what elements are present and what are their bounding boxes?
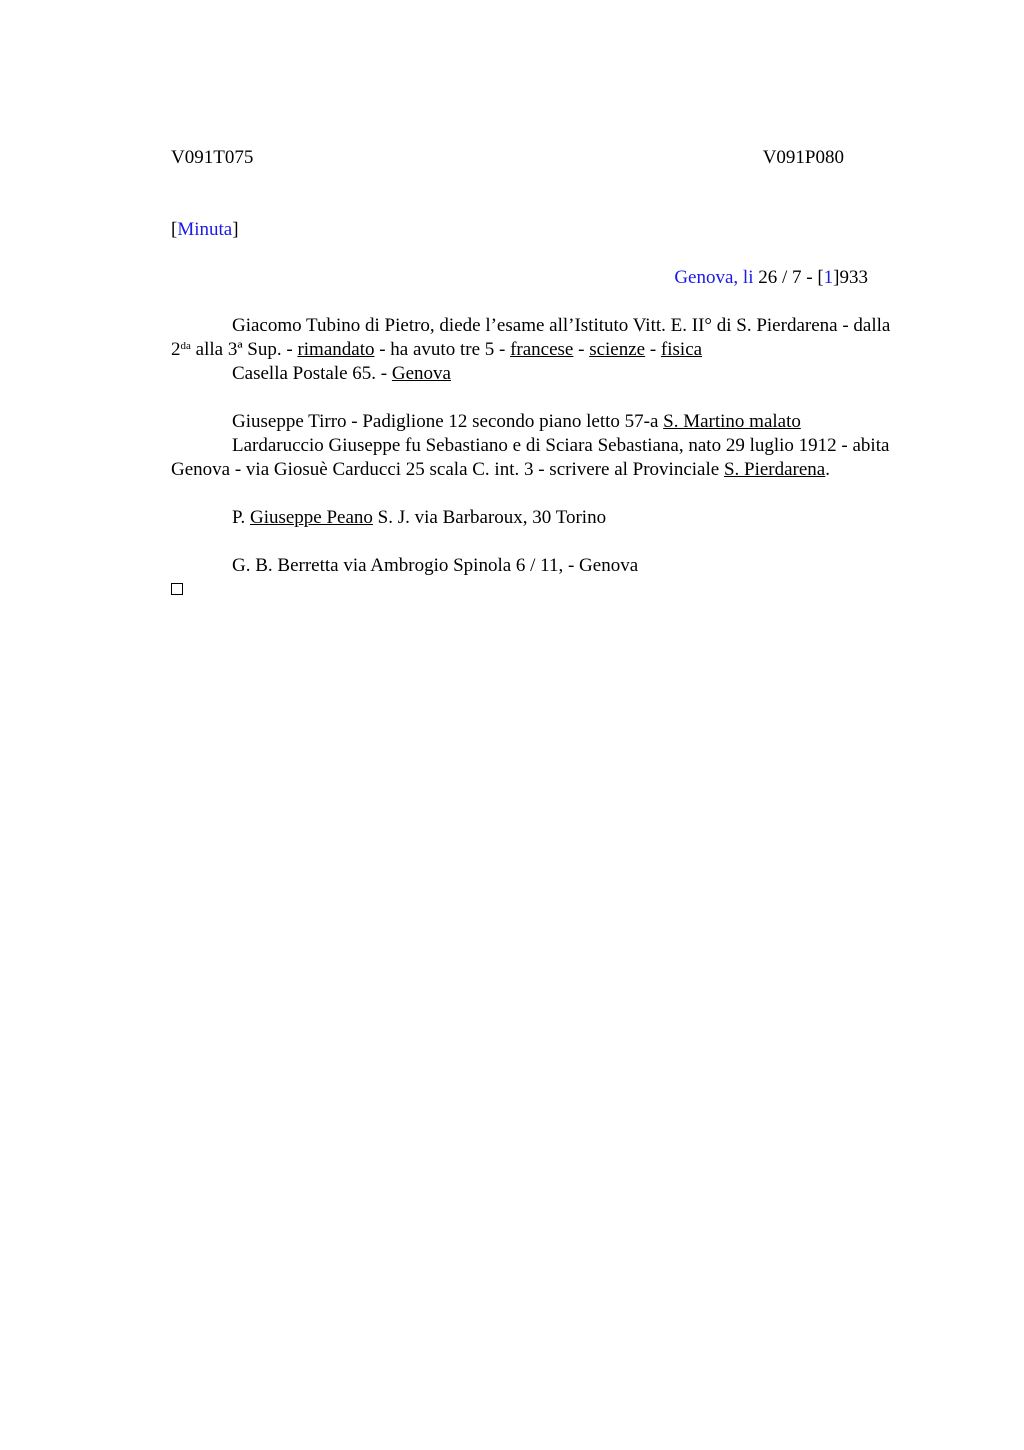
paragraph-tirro <box>171 410 908 434</box>
tubino-text-3: - ha avuto tre 5 - <box>374 339 511 360</box>
tubino-text-2: alla 3ª Sup. - <box>190 339 298 360</box>
minuta-label <box>171 218 908 242</box>
berretta-text: G. B. Berretta via Ambrogio Spinola 6 / 11, - Genova <box>232 555 639 576</box>
paragraph-tubino <box>171 314 908 362</box>
tubino-sep-1: - <box>573 339 590 360</box>
underlined-genova: Genova <box>391 363 451 384</box>
date-place: Genova, li <box>674 267 754 288</box>
date-bracket-digit: 1 <box>823 267 834 288</box>
underlined-s-pierdarena: S. Pierdarena <box>723 459 826 480</box>
tubino-text-1: Giacomo Tubino di Pietro, diede l’esame all’Istituto Vitt. E. II° di S. Pierdarena - dalla 2 <box>171 315 891 360</box>
minuta-bracket-close: ] <box>232 219 239 240</box>
underlined-scienze: scienze <box>589 339 646 360</box>
paragraph-lardaruccio <box>171 434 908 482</box>
peano-prefix: P. <box>232 507 250 528</box>
header-codes <box>171 146 844 170</box>
paragraph-casella <box>171 362 908 386</box>
underlined-peano: Giuseppe Peano <box>249 507 373 528</box>
paragraph-peano <box>171 506 908 530</box>
checkbox-square-icon <box>171 583 183 595</box>
paragraph-berretta <box>171 554 908 578</box>
tirro-text: Giuseppe Tirro - Padiglione 12 secondo piano letto 57-a <box>232 411 664 432</box>
peano-address: S. J. via Barbaroux, 30 Torino <box>372 507 607 528</box>
right-code: V091P080 <box>762 147 844 168</box>
minuta-text: Minuta <box>177 219 233 240</box>
underlined-francese: francese <box>510 339 574 360</box>
date-text: 26 / 7 - [ <box>753 267 824 288</box>
date-line <box>171 266 908 290</box>
lardaruccio-text: Lardaruccio Giuseppe fu Sebastiano e di Sciara Sebastiana, nato 29 luglio 1912 - abita Genova - via Giosuè Carducci 25 scala C. int. 3 - scrivere al Provinciale <box>171 435 890 480</box>
document-page <box>171 146 908 602</box>
underlined-s-martino: S. Martino malato <box>663 411 801 432</box>
casella-text: Casella Postale 65. - <box>232 363 392 384</box>
empty-checkbox <box>171 578 908 602</box>
left-code: V091T075 <box>171 147 254 168</box>
tubino-sep-2: - <box>645 339 661 360</box>
date-year-rest: ]933 <box>833 267 868 288</box>
underlined-fisica: fisica <box>660 339 703 360</box>
underlined-rimandato: rimandato <box>297 339 375 360</box>
lardaruccio-period: . <box>825 459 830 480</box>
tubino-superscript: da <box>180 340 191 352</box>
minuta-bracket-open: [ <box>171 219 178 240</box>
